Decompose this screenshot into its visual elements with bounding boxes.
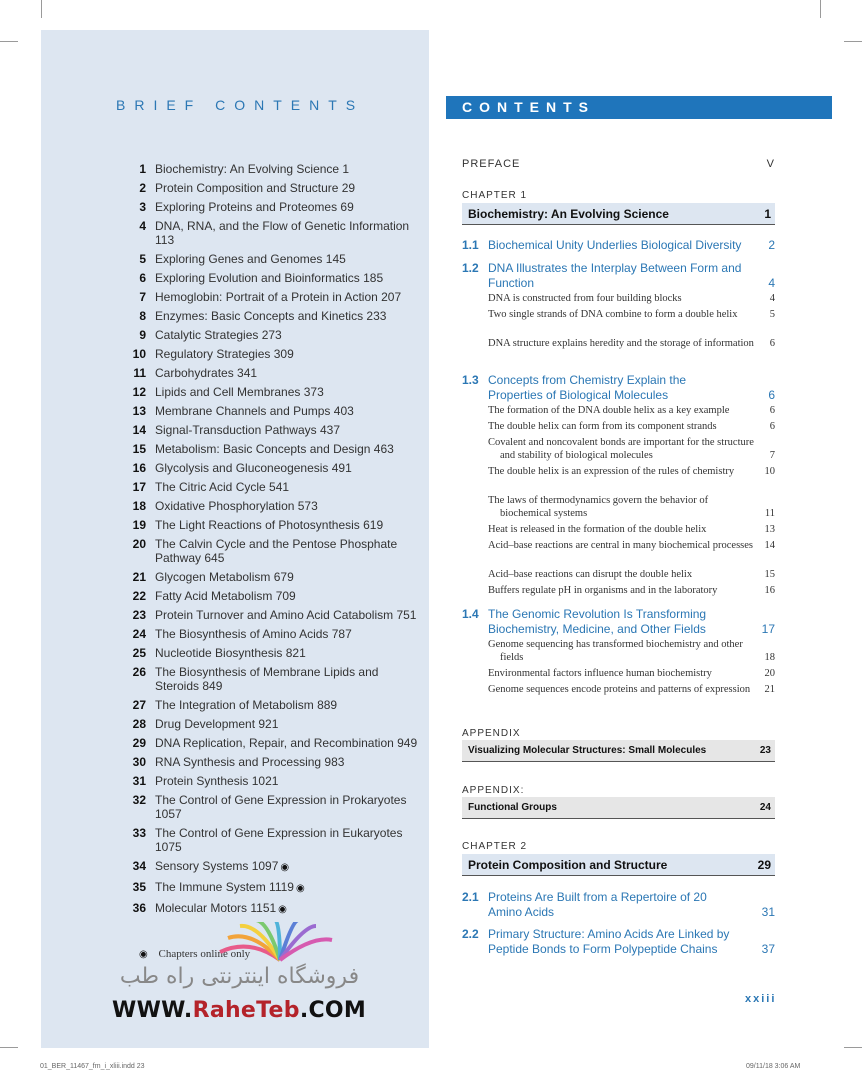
brief-item[interactable] bbox=[104, 608, 424, 622]
brief-item[interactable] bbox=[104, 347, 424, 361]
brief-item-text: The Calvin Cycle and the Pentose Phosphate Pathway 645 bbox=[155, 537, 398, 565]
section-1-1[interactable] bbox=[462, 238, 775, 253]
crop-mark bbox=[0, 41, 18, 42]
brief-item-text: Sensory Systems 1097 bbox=[155, 859, 279, 873]
brief-item-title bbox=[155, 717, 424, 731]
brief-item-title bbox=[155, 880, 424, 896]
subsection-title: Genome sequencing has transformed biochemistry and other fields bbox=[488, 639, 743, 663]
subsection-entry[interactable] bbox=[462, 638, 775, 664]
subsection-title: The laws of thermodynamics govern the behavior of biochemical systems bbox=[488, 495, 709, 519]
brief-item-title bbox=[155, 442, 424, 456]
chapter-1-entry[interactable] bbox=[462, 203, 775, 225]
appendix-2-page: 24 bbox=[759, 802, 771, 813]
brief-item-title bbox=[155, 755, 424, 769]
brief-item[interactable] bbox=[104, 252, 424, 266]
brief-item-title bbox=[155, 665, 424, 693]
brief-contents-title: BRIEF CONTENTS bbox=[116, 97, 365, 113]
section-2-2[interactable] bbox=[462, 927, 775, 957]
section-page: 31 bbox=[761, 905, 775, 919]
brief-item-title bbox=[155, 252, 424, 266]
subsection-entry[interactable] bbox=[462, 465, 775, 478]
brief-item-number: 8 bbox=[139, 309, 146, 323]
contents-title: CONTENTS bbox=[462, 99, 595, 115]
brief-item-title bbox=[155, 385, 424, 399]
crop-mark bbox=[0, 1047, 18, 1048]
brief-item-text: Nucleotide Biosynthesis 821 bbox=[155, 646, 306, 660]
brief-item-number: 25 bbox=[132, 646, 146, 660]
appendix-2-label: APPENDIX: bbox=[462, 785, 525, 796]
subsection-entry[interactable] bbox=[462, 404, 775, 417]
brief-item[interactable] bbox=[104, 859, 424, 875]
brief-item-number: 22 bbox=[132, 589, 146, 603]
subsection-entry[interactable] bbox=[462, 568, 775, 581]
chapter-2-label: CHAPTER 2 bbox=[462, 841, 528, 852]
subsection-entry[interactable] bbox=[462, 667, 775, 680]
chapter-2-title: Protein Composition and Structure bbox=[468, 858, 668, 872]
section-page: 2 bbox=[768, 238, 775, 252]
logo-url-prefix: WWW. bbox=[112, 998, 193, 1023]
subsection-title: Covalent and noncovalent bonds are important for the structure and stability of biological molecules bbox=[488, 437, 754, 461]
brief-item-number: 32 bbox=[132, 793, 146, 807]
brief-item[interactable] bbox=[104, 627, 424, 641]
brief-item[interactable] bbox=[104, 499, 424, 513]
brief-item-number: 31 bbox=[132, 774, 146, 788]
page-number: xxiii bbox=[745, 993, 777, 1005]
subsection-title: Acid–base reactions are central in many biochemical processes bbox=[488, 540, 754, 551]
logo-url-brand: RaheTeb bbox=[192, 998, 300, 1023]
online-icon: ◉ bbox=[280, 862, 290, 873]
brief-item-number: 34 bbox=[132, 859, 146, 873]
section-title: Biochemical Unity Underlies Biological Diversity bbox=[488, 238, 742, 252]
brief-item-title bbox=[155, 570, 424, 584]
brief-item-text: Hemoglobin: Portrait of a Protein in Action 207 bbox=[155, 290, 402, 304]
brief-item-number: 4 bbox=[139, 219, 146, 233]
brief-item-title bbox=[155, 219, 424, 247]
subsection-entry[interactable] bbox=[462, 523, 775, 536]
subsection-page: 14 bbox=[764, 540, 775, 551]
subsection-page: 18 bbox=[764, 652, 775, 663]
brief-item-text: Biochemistry: An Evolving Science 1 bbox=[155, 162, 350, 176]
subsection-page: 16 bbox=[764, 585, 775, 596]
brief-item[interactable] bbox=[104, 181, 424, 195]
brief-item[interactable] bbox=[104, 793, 424, 821]
brief-item-number: 10 bbox=[132, 347, 146, 361]
brief-item-number: 20 bbox=[132, 537, 146, 551]
online-icon: ◉ bbox=[278, 904, 287, 915]
brief-item-title bbox=[155, 646, 424, 660]
brief-item-text: The Biosynthesis of Membrane Lipids and Steroids 849 bbox=[155, 665, 379, 693]
brief-item-text: Exploring Evolution and Bioinformatics 185 bbox=[155, 271, 384, 285]
subsection-entry[interactable] bbox=[462, 494, 775, 520]
brief-item[interactable] bbox=[104, 774, 424, 788]
brief-item[interactable] bbox=[104, 755, 424, 769]
brief-item[interactable] bbox=[104, 385, 424, 399]
brief-item-title bbox=[155, 162, 424, 176]
brief-item[interactable] bbox=[104, 480, 424, 494]
subsection-entry[interactable] bbox=[462, 539, 775, 552]
footer-file-info: 01_BER_11467_fm_i_xliii.indd 23 bbox=[40, 1063, 145, 1070]
section-title: Primary Structure: Amino Acids Are Linked by Peptide Bonds to Form Polypeptide Chains bbox=[488, 927, 730, 956]
brief-item[interactable] bbox=[104, 271, 424, 285]
brief-item-number: 36 bbox=[132, 901, 146, 915]
section-title: Proteins Are Built from a Repertoire of 20 Amino Acids bbox=[488, 890, 707, 919]
brief-item[interactable] bbox=[104, 328, 424, 342]
subsection-title: Acid–base reactions can disrupt the double helix bbox=[488, 569, 693, 580]
brief-contents-list bbox=[104, 162, 424, 922]
brief-item-number: 35 bbox=[132, 880, 146, 894]
brief-item-title bbox=[155, 736, 424, 750]
logo-url-suffix: .COM bbox=[299, 998, 367, 1023]
brief-item-title bbox=[155, 200, 424, 214]
brief-item-text: The Immune System 1119 bbox=[155, 880, 294, 894]
brief-item-text: DNA, RNA, and the Flow of Genetic Information 113 bbox=[155, 219, 410, 247]
preface-entry[interactable] bbox=[462, 158, 775, 170]
appendix-1-title: Visualizing Molecular Structures: Small Molecules bbox=[468, 745, 707, 756]
subsection-page: 6 bbox=[769, 405, 775, 416]
subsection-title: Genome sequences encode proteins and patterns of expression bbox=[488, 684, 751, 695]
brief-item[interactable] bbox=[104, 880, 424, 896]
brief-item-number: 21 bbox=[132, 570, 146, 584]
brief-item-number: 23 bbox=[132, 608, 146, 622]
brief-item-number: 26 bbox=[132, 665, 146, 679]
brief-item-text: Signal-Transduction Pathways 437 bbox=[155, 423, 340, 437]
brief-item[interactable] bbox=[104, 200, 424, 214]
subsection-title: The double helix is an expression of the rules of chemistry bbox=[488, 466, 735, 477]
brief-item-text: RNA Synthesis and Processing 983 bbox=[155, 755, 345, 769]
section-number: 1.2 bbox=[462, 261, 479, 275]
brief-item[interactable] bbox=[104, 309, 424, 323]
subsection-title: Environmental factors influence human biochemistry bbox=[488, 668, 712, 679]
brief-item-text: Enzymes: Basic Concepts and Kinetics 233 bbox=[155, 309, 387, 323]
brief-item-number: 29 bbox=[132, 736, 146, 750]
brief-item-number: 27 bbox=[132, 698, 146, 712]
section-title: Concepts from Chemistry Explain the Properties of Biological Molecules bbox=[488, 373, 687, 402]
brief-item-number: 7 bbox=[139, 290, 146, 304]
brief-item-title bbox=[155, 404, 424, 418]
brief-item-text: The Light Reactions of Photosynthesis 619 bbox=[155, 518, 384, 532]
subsection-page: 10 bbox=[764, 466, 775, 477]
brief-item-text: Oxidative Phosphorylation 573 bbox=[155, 499, 318, 513]
brief-item-number: 15 bbox=[132, 442, 146, 456]
subsection-entry[interactable] bbox=[462, 584, 775, 597]
brief-item-number: 9 bbox=[139, 328, 146, 342]
brief-item-number: 2 bbox=[139, 181, 146, 195]
brief-item-text: The Integration of Metabolism 889 bbox=[155, 698, 338, 712]
brief-item-text: Fatty Acid Metabolism 709 bbox=[155, 589, 296, 603]
brief-item-number: 14 bbox=[132, 423, 146, 437]
appendix-1-entry[interactable] bbox=[462, 740, 775, 762]
brief-item-text: The Biosynthesis of Amino Acids 787 bbox=[155, 627, 352, 641]
brief-item-text: The Citric Acid Cycle 541 bbox=[155, 480, 290, 494]
appendix-2-entry[interactable] bbox=[462, 797, 775, 819]
brief-item[interactable] bbox=[104, 717, 424, 731]
section-page: 37 bbox=[761, 942, 775, 956]
preface-label: PREFACE bbox=[462, 158, 521, 170]
brief-item-text: Catalytic Strategies 273 bbox=[155, 328, 282, 342]
brief-item-title bbox=[155, 537, 424, 565]
section-page: 4 bbox=[768, 276, 775, 290]
subsection-entry[interactable] bbox=[462, 308, 775, 321]
brief-item-text: Protein Turnover and Amino Acid Catabolism 751 bbox=[155, 608, 417, 622]
brief-item[interactable] bbox=[104, 162, 424, 176]
brief-item[interactable] bbox=[104, 219, 424, 247]
brief-item-text: Metabolism: Basic Concepts and Design 463 bbox=[155, 442, 394, 456]
brief-item-title bbox=[155, 347, 424, 361]
subsection-title: DNA is constructed from four building blocks bbox=[488, 293, 682, 304]
subsection-page: 6 bbox=[769, 421, 775, 432]
brief-item-number: 28 bbox=[132, 717, 146, 731]
chapter-2-page: 29 bbox=[757, 858, 771, 872]
logo-url bbox=[112, 998, 366, 1023]
section-page: 6 bbox=[768, 388, 775, 402]
section-2-1[interactable] bbox=[462, 890, 775, 920]
contents-header-bar bbox=[446, 96, 832, 119]
section-number: 2.2 bbox=[462, 927, 479, 941]
chapter-1-page: 1 bbox=[764, 207, 771, 221]
subsection-title: The double helix can form from its component strands bbox=[488, 421, 717, 432]
online-icon: ◉ bbox=[295, 883, 305, 894]
brief-item-title bbox=[155, 859, 424, 875]
brief-item-number: 17 bbox=[132, 480, 146, 494]
brief-item-text: Glycolysis and Gluconeogenesis 491 bbox=[155, 461, 352, 475]
brief-item-text: Membrane Channels and Pumps 403 bbox=[155, 404, 354, 418]
brief-item[interactable] bbox=[104, 366, 424, 380]
brief-item[interactable] bbox=[104, 518, 424, 532]
brief-item-number: 6 bbox=[139, 271, 146, 285]
brief-item-text: The Control of Gene Expression in Eukaryotes 1075 bbox=[155, 826, 403, 854]
brief-item-text: Glycogen Metabolism 679 bbox=[155, 570, 294, 584]
brief-item-text: Molecular Motors 1151 bbox=[155, 901, 277, 915]
brief-item-number: 16 bbox=[132, 461, 146, 475]
crop-mark bbox=[844, 41, 862, 42]
brief-item-title bbox=[155, 698, 424, 712]
brief-item[interactable] bbox=[104, 537, 424, 565]
subsection-page: 21 bbox=[764, 684, 775, 695]
brief-item-number: 13 bbox=[132, 404, 146, 418]
brief-item-title bbox=[155, 589, 424, 603]
appendix-1-label: APPENDIX bbox=[462, 728, 521, 739]
brief-item-title bbox=[155, 480, 424, 494]
subsection-entry[interactable] bbox=[462, 292, 775, 305]
brief-item-number: 33 bbox=[132, 826, 146, 840]
brief-item[interactable] bbox=[104, 442, 424, 456]
section-number: 1.1 bbox=[462, 238, 479, 252]
subsection-page: 15 bbox=[764, 569, 775, 580]
section-number: 1.3 bbox=[462, 373, 479, 387]
brief-item-text: The Control of Gene Expression in Prokaryotes 1057 bbox=[155, 793, 407, 821]
brief-item-title bbox=[155, 826, 424, 854]
brief-item-title bbox=[155, 461, 424, 475]
section-title: The Genomic Revolution Is Transforming Biochemistry, Medicine, and Other Fields bbox=[488, 607, 707, 636]
brief-item-text: Drug Development 921 bbox=[155, 717, 279, 731]
subsection-page: 20 bbox=[764, 668, 775, 679]
brief-item-text: Lipids and Cell Membranes 373 bbox=[155, 385, 324, 399]
brief-item-text: DNA Replication, Repair, and Recombination 949 bbox=[155, 736, 418, 750]
brief-item[interactable] bbox=[104, 570, 424, 584]
brief-item-number: 5 bbox=[139, 252, 146, 266]
subsection-title: Buffers regulate pH in organisms and in the laboratory bbox=[488, 585, 718, 596]
brief-item-number: 1 bbox=[139, 162, 146, 176]
chapter-1-label: CHAPTER 1 bbox=[462, 190, 528, 201]
brief-item[interactable] bbox=[104, 901, 424, 917]
brief-item-text: Exploring Genes and Genomes 145 bbox=[155, 252, 346, 266]
section-page: 17 bbox=[761, 622, 775, 636]
brief-item-text: Protein Synthesis 1021 bbox=[155, 774, 279, 788]
chapter-1-title: Biochemistry: An Evolving Science bbox=[468, 207, 669, 221]
subsection-title: The formation of the DNA double helix as a key example bbox=[488, 405, 730, 416]
subsection-page: 13 bbox=[764, 524, 775, 535]
brief-item[interactable] bbox=[104, 736, 424, 750]
brief-item-title bbox=[155, 774, 424, 788]
crop-mark bbox=[41, 0, 42, 18]
brief-item-text: Exploring Proteins and Proteomes 69 bbox=[155, 200, 354, 214]
section-1-2[interactable] bbox=[462, 261, 775, 291]
crop-mark bbox=[844, 1047, 862, 1048]
brief-item-title bbox=[155, 423, 424, 437]
section-number: 2.1 bbox=[462, 890, 479, 904]
online-note-text: Chapters online only bbox=[158, 948, 251, 960]
brief-item[interactable] bbox=[104, 646, 424, 660]
section-1-3[interactable] bbox=[462, 373, 775, 403]
brief-item-number: 11 bbox=[133, 366, 146, 380]
brief-item-title bbox=[155, 328, 424, 342]
brief-item[interactable] bbox=[104, 461, 424, 475]
section-title: DNA Illustrates the Interplay Between Form and Function bbox=[488, 261, 742, 290]
subsection-entry[interactable] bbox=[462, 436, 775, 462]
subsection-page: 11 bbox=[764, 508, 775, 519]
brief-item-text: Regulatory Strategies 309 bbox=[155, 347, 294, 361]
brief-item-text: Carbohydrates 341 bbox=[155, 366, 258, 380]
footer-timestamp: 09/11/18 3:06 AM bbox=[746, 1063, 801, 1070]
brief-item-number: 18 bbox=[132, 499, 146, 513]
section-1-4[interactable] bbox=[462, 607, 775, 637]
brief-item-title bbox=[155, 181, 424, 195]
brief-item[interactable] bbox=[104, 290, 424, 304]
brief-item-title bbox=[155, 627, 424, 641]
brief-item-number: 24 bbox=[132, 627, 146, 641]
subsection-title: Two single strands of DNA combine to form a double helix bbox=[488, 309, 738, 320]
brief-item-title bbox=[155, 290, 424, 304]
subsection-page: 6 bbox=[769, 338, 775, 349]
online-icon: ◉ bbox=[139, 949, 148, 960]
subsection-entry[interactable] bbox=[462, 420, 775, 433]
subsection-entry[interactable] bbox=[462, 683, 775, 696]
logo-persian-text: فروشگاه اینترنتی راه طب bbox=[119, 964, 360, 989]
subsection-entry[interactable] bbox=[462, 337, 775, 350]
appendix-2-title: Functional Groups bbox=[468, 802, 557, 813]
crop-mark bbox=[820, 0, 821, 18]
subsection-title: DNA structure explains heredity and the storage of information bbox=[488, 338, 754, 349]
brief-item[interactable] bbox=[104, 423, 424, 437]
brief-item-title bbox=[155, 793, 424, 821]
brief-item-number: 19 bbox=[132, 518, 146, 532]
subsection-page: 7 bbox=[769, 450, 775, 461]
brief-item-number: 12 bbox=[132, 385, 146, 399]
appendix-1-page: 23 bbox=[759, 745, 771, 756]
brief-item[interactable] bbox=[104, 826, 424, 854]
subsection-page: 5 bbox=[769, 309, 775, 320]
brief-item[interactable] bbox=[104, 698, 424, 712]
brief-item-title bbox=[155, 901, 424, 917]
brief-item-title bbox=[155, 608, 424, 622]
brief-item[interactable] bbox=[104, 589, 424, 603]
brief-item-text: Protein Composition and Structure 29 bbox=[155, 181, 356, 195]
brief-item-title bbox=[155, 309, 424, 323]
brief-item[interactable] bbox=[104, 665, 424, 693]
brief-item-title bbox=[155, 366, 424, 380]
preface-page: V bbox=[766, 158, 775, 170]
brief-item[interactable] bbox=[104, 404, 424, 418]
brief-item-title bbox=[155, 271, 424, 285]
subsection-page: 4 bbox=[769, 293, 775, 304]
subsection-title: Heat is released in the formation of the double helix bbox=[488, 524, 707, 535]
section-number: 1.4 bbox=[462, 607, 479, 621]
brief-item-title bbox=[155, 518, 424, 532]
brief-item-number: 3 bbox=[139, 200, 146, 214]
brief-item-title bbox=[155, 499, 424, 513]
brief-item-number: 30 bbox=[132, 755, 146, 769]
chapter-2-entry[interactable] bbox=[462, 854, 775, 876]
